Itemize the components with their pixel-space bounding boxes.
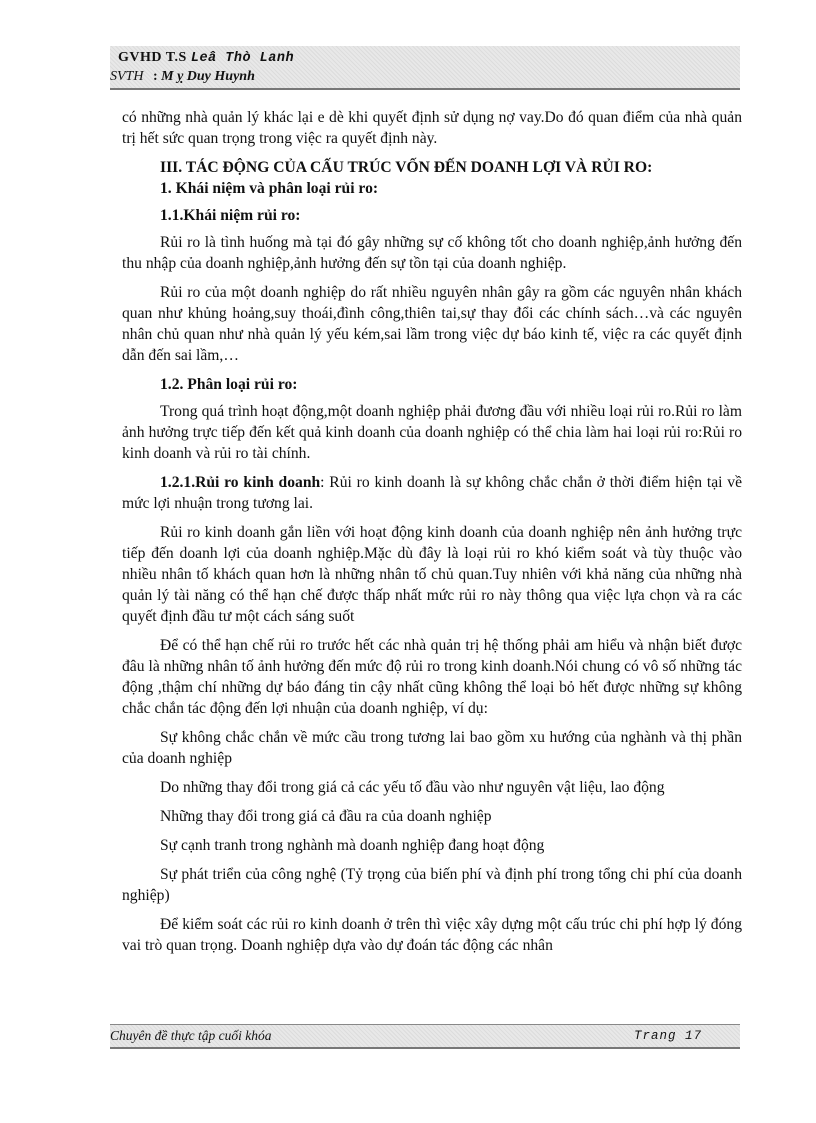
advisor-line <box>118 50 294 66</box>
paragraph: Rủi ro kinh doanh gắn liền với hoạt động kinh doanh của doanh nghiệp nên ảnh hưởng trực tiếp đến doanh lợi của doanh nghiệp.Mặc dù đây là loại rủi ro khó kiểm soát và tùy thuộc vào nhiều nhân tố khách quan hơn là những nhân tố chủ quan.Tuy nhiên với khả năng của những nhà quản lý tài năng có thể hạn chế được thấp nhất mức rủi ro này thông qua việc lựa chọn và ra các quyết định đầu tư một cách sáng suốt <box>122 524 742 625</box>
paragraph: có những nhà quản lý khác lại e dè khi quyết định sử dụng nợ vay.Do đó quan điểm của nhà quản trị hết sức quan trọng trong việc ra quyết định này. <box>122 109 742 147</box>
footer-title: Chuyên đề thực tập cuối khóa <box>110 1028 272 1043</box>
paragraph: Sự không chắc chắn về mức cầu trong tương lai bao gồm xu hướng của nghành và thị phần của doanh nghiệp <box>122 729 742 767</box>
paragraph: Do những thay đổi trong giá cả các yếu tố đầu vào như nguyên vật liệu, lao động <box>160 779 665 796</box>
paragraph: Sự cạnh tranh trong nghành mà doanh nghiệp đang hoạt động <box>160 837 545 854</box>
student-name: M ỵ Duy Huynh <box>161 69 255 84</box>
paragraph: Sự phát triển của công nghệ (Tỷ trọng của biến phí và định phí trong tổng chi phí của doanh nghiệp) <box>122 866 742 904</box>
paragraph: Rủi ro của một doanh nghiệp do rất nhiều nguyên nhân gây ra gồm các nguyên nhân khách quan như khủng hoảng,suy thoái,đình công,thiên tai,sự thay đổi các chính sách…và các nguyên nhân chủ quan như nhà quản lý yếu kém,sai lầm trong việc dự báo kinh tế, việc ra các quyết định dẫn đến sai lầm,… <box>122 284 742 364</box>
paragraph: Những thay đổi trong giá cả đầu ra của doanh nghiệp <box>160 808 492 825</box>
paragraph: Rủi ro là tình huống mà tại đó gây những sự cố không tốt cho doanh nghiệp,ảnh hưởng đến thu nhập của doanh nghiệp,ảnh hưởng đến sự tồn tại của doanh nghiệp. <box>122 234 742 272</box>
paragraph: Để kiểm soát các rủi ro kinh doanh ở trên thì việc xây dựng một cấu trúc chi phí hợp lý đóng vai trò quan trọng. Doanh nghiệp dựa vào dự đoán tác động các nhân <box>122 916 742 954</box>
subsection-heading: 1.2. Phân loại rủi ro: <box>160 376 298 393</box>
advisor-label: GVHD T.S <box>118 50 187 65</box>
student-label: SVTH <box>110 69 144 84</box>
student-separator: : <box>152 69 158 84</box>
document-body <box>122 107 742 964</box>
page-number: Trang 17 <box>633 1029 702 1043</box>
student-line <box>110 69 255 85</box>
section-heading: III. TÁC ĐỘNG CỦA CẤU TRÚC VỐN ĐẾN DOANH LỢI VÀ RỦI RO: <box>160 159 653 176</box>
paragraph-lead: 1.2.1.Rủi ro kinh doanh <box>160 474 321 491</box>
subsection-heading: 1. Khái niệm và phân loại rủi ro: <box>160 180 379 197</box>
subsection-heading: 1.1.Khái niệm rủi ro: <box>160 207 301 224</box>
paragraph <box>122 472 742 514</box>
paragraph-text: : Rủi ro kinh doanh là sự không chắc chắn ở thời điểm hiện tại về mức lợi nhuận trong tương lai. <box>122 474 742 512</box>
paragraph: Trong quá trình hoạt động,một doanh nghiệp phải đương đầu với nhiều loại rủi ro.Rủi ro làm ảnh hưởng trực tiếp đến kết quả kinh doanh của doanh nghiệp có thể chia làm hai loại rủi ro:Rủi ro kinh doanh và rủi ro tài chính. <box>122 403 742 462</box>
advisor-name: Leâ Thò Lanh <box>190 51 295 66</box>
page-footer <box>110 1024 740 1049</box>
page-header <box>110 46 740 90</box>
paragraph: Để có thể hạn chế rủi ro trước hết các nhà quản trị hệ thống phải am hiểu và nhận biết được đâu là những nhân tố ảnh hưởng đến mức độ rủi ro trong kinh doanh.Nói chung có vô số những tác động ,thậm chí những dự báo đáng tin cậy nhất cũng không thể loại bỏ hết được những sự không chắc chắn tác động đến lợi nhuận của doanh nghiệp, ví dụ: <box>122 637 742 717</box>
